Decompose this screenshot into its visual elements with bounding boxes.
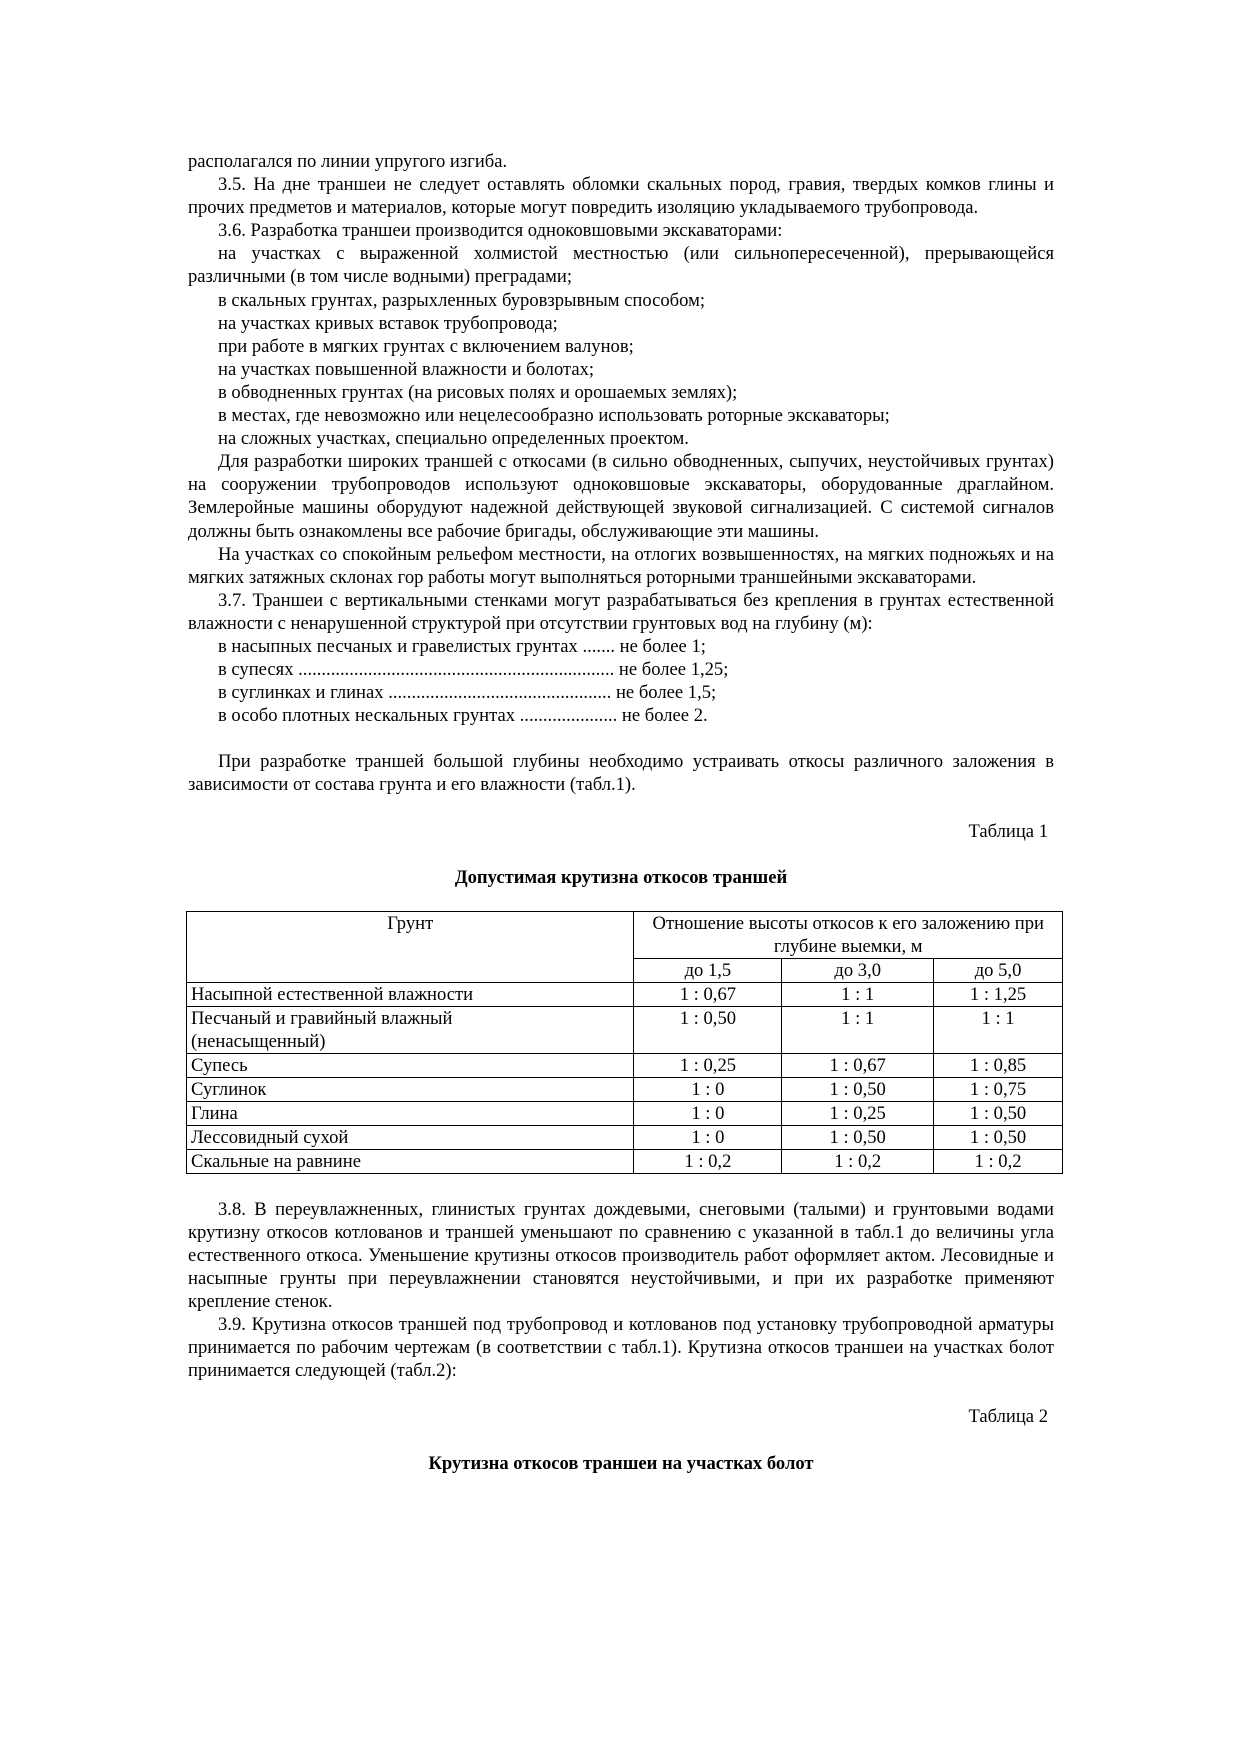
value-cell: 1 : 0,67 <box>634 982 782 1006</box>
value-cell: 1 : 0,85 <box>934 1053 1063 1077</box>
list-item: в местах, где невозможно или нецелесообразно использовать роторные экскаваторы; <box>218 405 890 427</box>
value-cell: 1 : 0,50 <box>782 1077 934 1101</box>
soil-cell <box>187 1006 634 1053</box>
list-item: при работе в мягких грунтах с включением валунов; <box>218 335 634 357</box>
paragraph: 3.8. В переувлажненных, глинистых грунтах дождевыми, снеговыми (талыми) и грунтовыми водами крутизну откосов котлованов и траншей уменьшают по сравнению с указанной в табл.1 до величины угла естественного откоса. Уменьшение крутизны откосов производитель работ оформляет актом. Лесовидные и насыпные грунты при переувлажнении становятся неустойчивыми, и при их разработке применяют крепление стенок. <box>188 1198 1054 1313</box>
paragraph: 3.9. Крутизна откосов траншей под трубопровод и котлованов под установку трубопроводной арматуры принимается по рабочим чертежам (в соответствии с табл.1). Крутизна откосов траншеи на участках болот принимается следующей (табл.2): <box>188 1314 1054 1382</box>
paragraph: 3.5. На дне траншеи не следует оставлять обломки скальных пород, гравия, твердых комков глины и прочих предметов и материалов, которые могут повредить изоляцию укладываемого трубопровода. <box>188 174 1054 219</box>
table2-title: Крутизна откосов траншеи на участках болот <box>428 1452 814 1474</box>
table-row <box>187 1006 1063 1053</box>
value-cell: 1 : 0,75 <box>934 1077 1063 1101</box>
list-item: на участках повышенной влажности и болотах; <box>218 358 595 380</box>
list-item: в обводненных грунтах (на рисовых полях и орошаемых землях); <box>218 381 738 403</box>
soil-cell-line: (ненасыщенный) <box>191 1030 326 1052</box>
soil-cell-line: Песчаный и гравийный влажный <box>191 1007 453 1029</box>
value-cell: 1 : 0,50 <box>934 1101 1063 1125</box>
header-depth: до 3,0 <box>782 958 934 982</box>
paragraph: При разработке траншей большой глубины необходимо устраивать откосы различного заложения в зависимости от состава грунта и его влажности (табл.1). <box>188 751 1054 796</box>
spacer <box>188 1174 1054 1198</box>
soil-cell: Глина <box>187 1101 634 1125</box>
soil-cell: Насыпной естественной влажности <box>187 982 634 1006</box>
value-cell: 1 : 0,25 <box>782 1101 934 1125</box>
paragraph: на участках с выраженной холмистой местностью (или сильнопересеченной), прерывающейся различными (в том числе водными) преградами; <box>188 243 1054 288</box>
soil-cell: Скальные на равнине <box>187 1149 634 1173</box>
header-depth: до 1,5 <box>634 958 782 982</box>
slope-table <box>186 911 1063 1174</box>
spacer <box>188 797 1054 820</box>
depth-item: в насыпных песчаных и гравелистых грунтах ....... не более 1; <box>218 635 706 657</box>
paragraph: 3.7. Траншеи с вертикальными стенками могут разрабатываться без крепления в грунтах естественной влажности с ненарушенной структурой при отсутствии грунтовых вод на глубину (м): <box>188 589 1054 634</box>
header-soil: Грунт <box>187 911 634 982</box>
value-cell: 1 : 0,50 <box>934 1125 1063 1149</box>
table-row <box>187 1125 1063 1149</box>
header-depth: до 5,0 <box>934 958 1063 982</box>
list-item: на участках кривых вставок трубопровода; <box>218 312 558 334</box>
value-cell: 1 : 0,2 <box>934 1149 1063 1173</box>
soil-cell: Супесь <box>187 1053 634 1077</box>
spacer <box>188 727 1054 750</box>
header-group: Отношение высоты откосов к его заложению при глубине выемки, м <box>634 911 1063 958</box>
depth-item: в особо плотных нескальных грунтах ..................... не более 2. <box>218 705 708 727</box>
spacer <box>188 889 1054 911</box>
soil-cell: Лессовидный сухой <box>187 1125 634 1149</box>
value-cell: 1 : 0,2 <box>782 1149 934 1173</box>
value-cell: 1 : 0 <box>634 1125 782 1149</box>
value-cell: 1 : 0,2 <box>634 1149 782 1173</box>
value-cell: 1 : 0 <box>634 1077 782 1101</box>
paragraph: На участках со спокойным рельефом местности, на отлогих возвышенностях, на мягких подножьях и на мягких затяжных склонах гор работы могут выполняться роторными траншейными экскаваторами. <box>188 543 1054 588</box>
value-cell: 1 : 0,50 <box>634 1006 782 1053</box>
spacer <box>188 843 1054 866</box>
value-cell: 1 : 0,67 <box>782 1053 934 1077</box>
soil-cell: Суглинок <box>187 1077 634 1101</box>
spacer <box>188 1429 1054 1452</box>
value-cell: 1 : 1 <box>934 1006 1063 1053</box>
paragraph: располагался по линии упругого изгиба. <box>188 151 508 172</box>
table2-label: Таблица 2 <box>968 1406 1048 1428</box>
table1-label: Таблица 1 <box>968 820 1048 842</box>
value-cell: 1 : 0,50 <box>782 1125 934 1149</box>
table-header-row <box>187 911 1063 958</box>
value-cell: 1 : 1,25 <box>934 982 1063 1006</box>
value-cell: 1 : 1 <box>782 982 934 1006</box>
value-cell: 1 : 0 <box>634 1101 782 1125</box>
list-item: на сложных участках, специально определенных проектом. <box>218 428 689 450</box>
table-row <box>187 982 1063 1006</box>
depth-item: в супесях .................................................................... не более 1,25; <box>218 659 729 681</box>
value-cell: 1 : 0,25 <box>634 1053 782 1077</box>
table-row <box>187 1053 1063 1077</box>
document-page <box>188 150 1054 1475</box>
table-row <box>187 1101 1063 1125</box>
table1-title: Допустимая крутизна откосов траншей <box>454 866 788 888</box>
paragraph: Для разработки широких траншей с откосами (в сильно обводненных, сыпучих, неустойчивых грунтах) на сооружении трубопроводов используют одноковшовые экскаваторы, оборудованные драглайном. Землеройные машины оборудуют надежной действующей звуковой сигнализацией. С системой сигналов должны быть ознакомлены все рабочие бригады, обслуживающие эти машины. <box>188 451 1054 542</box>
spacer <box>188 1382 1054 1405</box>
table-row <box>187 1149 1063 1173</box>
table-row <box>187 1077 1063 1101</box>
paragraph: 3.6. Разработка траншеи производится одноковшовыми экскаваторами: <box>218 220 783 242</box>
list-item: в скальных грунтах, разрыхленных буровзрывным способом; <box>218 289 706 311</box>
value-cell: 1 : 1 <box>782 1006 934 1053</box>
depth-item: в суглинках и глинах ................................................ не более 1,5; <box>218 682 717 704</box>
